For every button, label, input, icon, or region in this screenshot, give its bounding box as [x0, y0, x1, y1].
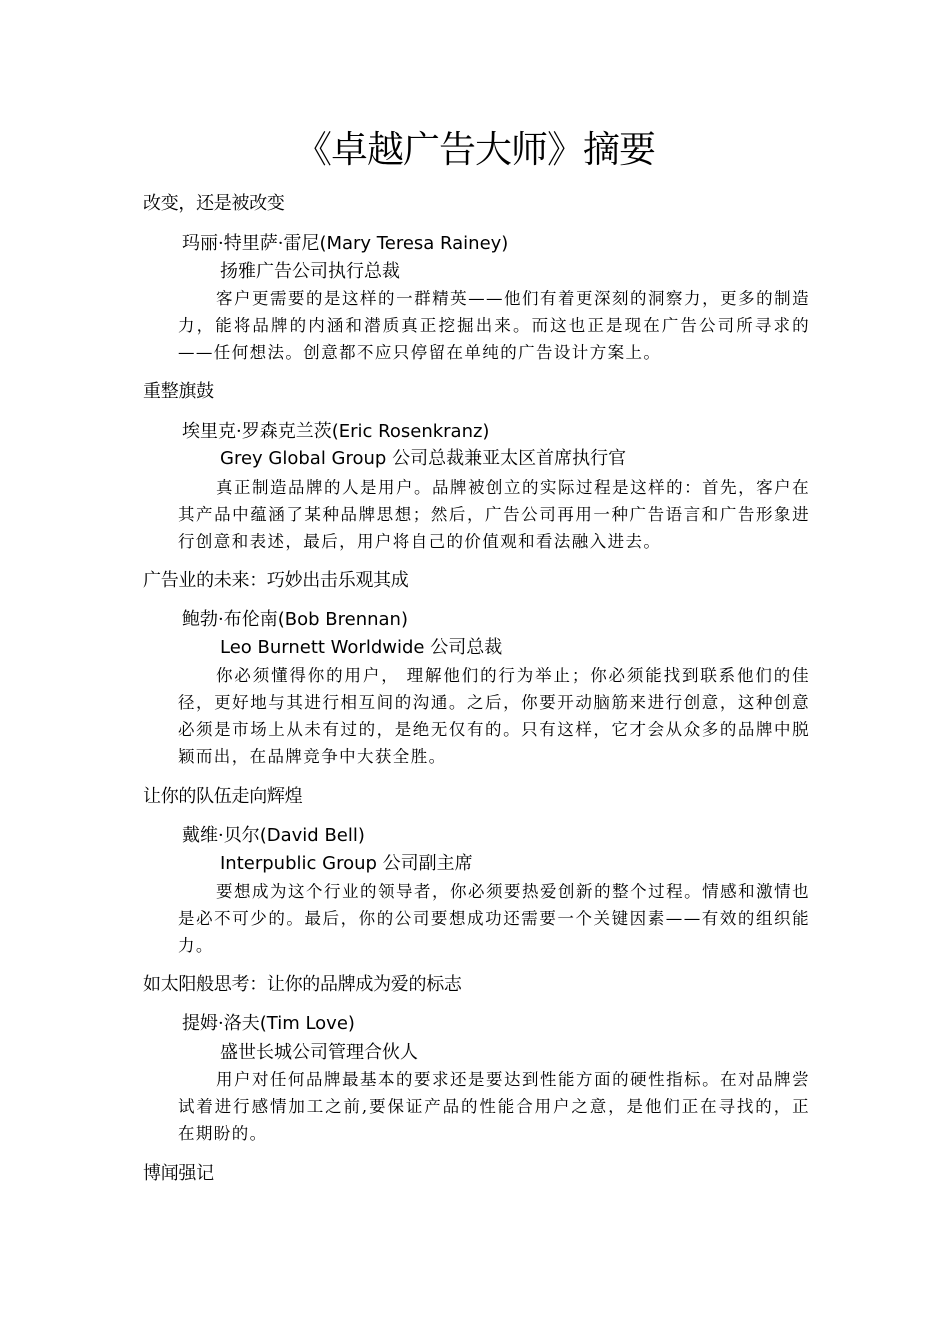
section-heading: 改变，还是被改变	[143, 193, 285, 214]
author-name-en: (Bob Brennan)	[277, 609, 408, 630]
section-heading: 广告业的未来：巧妙出击乐观其成	[143, 570, 409, 591]
author-role-en: Interpublic Group	[220, 853, 383, 874]
author-name	[182, 230, 508, 258]
author-name-en: (Eric Rosenkranz)	[331, 421, 490, 442]
section-body: 客户更需要的是这样的一群精英——他们有着更深刻的洞察力，更多的制造力，能将品牌的内涵和潜质真正挖掘出来。而这也正是现在广告公司所寻求的——任何想法。创意都不应只停留在单纯的广告设计方案上。	[178, 289, 810, 362]
document-title: 《卓越广告大师》摘要	[295, 128, 655, 171]
author-name-en: (David Bell)	[259, 825, 365, 846]
author-role	[220, 258, 400, 286]
author-role-cn: 公司总裁	[430, 637, 503, 658]
section-body: 用户对任何品牌最基本的要求还是要达到性能方面的硬性指标。在对品牌尝试着进行感情加工之前,要保证产品的性能合用户之意，是他们正在寻找的，正在期盼的。	[178, 1070, 810, 1143]
author-role-en: Leo Burnett Worldwide	[220, 637, 431, 658]
author-name-cn: 戴维·贝尔	[182, 825, 260, 846]
author-name-cn: 提姆·洛夫	[182, 1013, 260, 1034]
section-body: 你必须懂得你的用户， 理解他们的行为举止；你必须能找到联系他们的佳径，更好地与其进行相互间的沟通。之后，你要开动脑筋来进行创意，这种创意必须是市场上从未有过的，是绝无仅有的。只有这样，它才会从众多的品牌中脱颖而出，在品牌竞争中大获全胜。	[178, 666, 810, 766]
author-role	[220, 634, 502, 662]
author-name-en: (Tim Love)	[259, 1013, 355, 1034]
author-name	[182, 822, 365, 850]
section-heading: 让你的队伍走向辉煌	[143, 786, 303, 807]
author-role-cn: 公司总裁兼亚太区首席执行官	[392, 448, 627, 469]
author-role-cn: 盛世长城公司管理合伙人	[220, 1042, 418, 1063]
author-role	[220, 1039, 418, 1067]
section-body: 真正制造品牌的人是用户。品牌被创立的实际过程是这样的：首先，客户在其产品中蕴涵了某种品牌思想；然后，广告公司再用一种广告语言和广告形象进行创意和表述，最后，用户将自己的价值观和看法融入进去。	[178, 478, 810, 551]
author-role-cn: 扬雅广告公司执行总裁	[220, 261, 400, 282]
author-name-cn: 玛丽·特里萨·雷尼	[182, 233, 320, 254]
author-name	[182, 1010, 355, 1038]
author-name	[182, 606, 408, 634]
author-role-cn: 公司副主席	[382, 853, 473, 874]
author-name-en: (Mary Teresa Rainey)	[319, 233, 509, 254]
author-role	[220, 850, 473, 878]
section-heading-last: 博闻强记	[143, 1163, 214, 1184]
author-role	[220, 445, 626, 473]
author-name	[182, 418, 489, 446]
author-name-cn: 埃里克·罗森克兰茨	[182, 421, 332, 442]
section-body: 要想成为这个行业的领导者，你必须要热爱创新的整个过程。情感和激情也是必不可少的。最后，你的公司要想成功还需要一个关键因素——有效的组织能力。	[178, 882, 810, 955]
section-heading: 重整旗鼓	[143, 381, 214, 402]
author-name-cn: 鲍勃·布伦南	[182, 609, 278, 630]
section-heading: 如太阳般思考：让你的品牌成为爱的标志	[143, 974, 462, 995]
author-role-en: Grey Global Group	[220, 448, 393, 469]
